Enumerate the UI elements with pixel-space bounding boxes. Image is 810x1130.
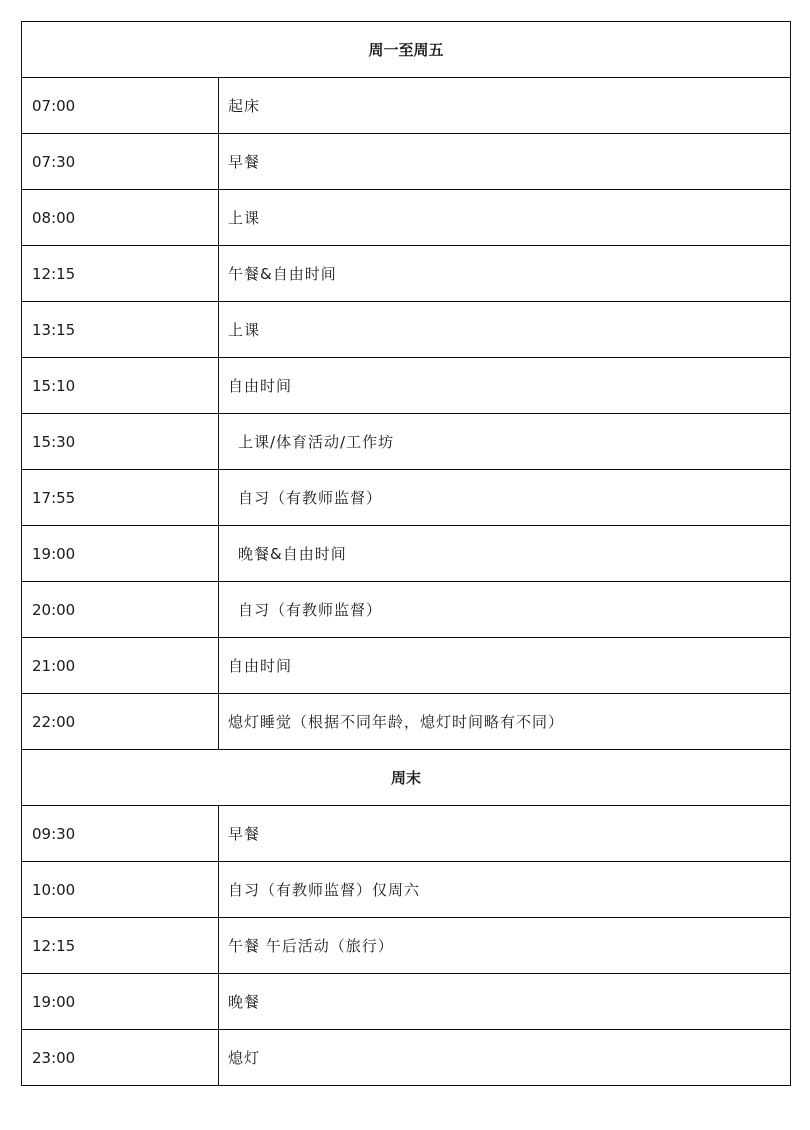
time-cell: 12:15 xyxy=(22,246,219,302)
activity-cell: 早餐 xyxy=(219,134,791,190)
time-cell: 12:15 xyxy=(22,918,219,974)
time-cell: 07:30 xyxy=(22,134,219,190)
activity-cell: 自由时间 xyxy=(219,358,791,414)
table-row xyxy=(22,526,791,582)
activity-cell: 熄灯睡觉（根据不同年龄，熄灯时间略有不同） xyxy=(219,694,791,750)
section-header-weekdays xyxy=(22,22,791,78)
table-row xyxy=(22,974,791,1030)
time-cell: 21:00 xyxy=(22,638,219,694)
time-cell: 15:10 xyxy=(22,358,219,414)
table-row xyxy=(22,1030,791,1086)
table-row xyxy=(22,358,791,414)
time-cell: 13:15 xyxy=(22,302,219,358)
activity-cell: 自由时间 xyxy=(219,638,791,694)
activity-cell: 晚餐&自由时间 xyxy=(219,526,791,582)
time-cell: 19:00 xyxy=(22,974,219,1030)
activity-cell: 自习（有教师监督） xyxy=(219,470,791,526)
table-row xyxy=(22,246,791,302)
table-row xyxy=(22,470,791,526)
activity-cell: 上课/体育活动/工作坊 xyxy=(219,414,791,470)
activity-cell: 自习（有教师监督） xyxy=(219,582,791,638)
table-row xyxy=(22,806,791,862)
activity-cell: 熄灯 xyxy=(219,1030,791,1086)
time-cell: 10:00 xyxy=(22,862,219,918)
activity-cell: 上课 xyxy=(219,190,791,246)
table-row xyxy=(22,190,791,246)
time-cell: 08:00 xyxy=(22,190,219,246)
table-row xyxy=(22,638,791,694)
activity-cell: 上课 xyxy=(219,302,791,358)
time-cell: 07:00 xyxy=(22,78,219,134)
time-cell: 17:55 xyxy=(22,470,219,526)
activity-cell: 午餐 午后活动（旅行） xyxy=(219,918,791,974)
table-row xyxy=(22,918,791,974)
time-cell: 19:00 xyxy=(22,526,219,582)
table-row xyxy=(22,302,791,358)
activity-cell: 起床 xyxy=(219,78,791,134)
table-row xyxy=(22,414,791,470)
time-cell: 20:00 xyxy=(22,582,219,638)
section-title: 周一至周五 xyxy=(22,22,791,78)
table-row xyxy=(22,582,791,638)
section-header-weekend xyxy=(22,750,791,806)
schedule-table xyxy=(21,21,791,1086)
activity-cell: 晚餐 xyxy=(219,974,791,1030)
time-cell: 09:30 xyxy=(22,806,219,862)
time-cell: 23:00 xyxy=(22,1030,219,1086)
table-row xyxy=(22,78,791,134)
table-row xyxy=(22,862,791,918)
activity-cell: 早餐 xyxy=(219,806,791,862)
table-row xyxy=(22,134,791,190)
activity-cell: 自习（有教师监督）仅周六 xyxy=(219,862,791,918)
table-row xyxy=(22,694,791,750)
time-cell: 22:00 xyxy=(22,694,219,750)
activity-cell: 午餐&自由时间 xyxy=(219,246,791,302)
section-title: 周末 xyxy=(22,750,791,806)
time-cell: 15:30 xyxy=(22,414,219,470)
